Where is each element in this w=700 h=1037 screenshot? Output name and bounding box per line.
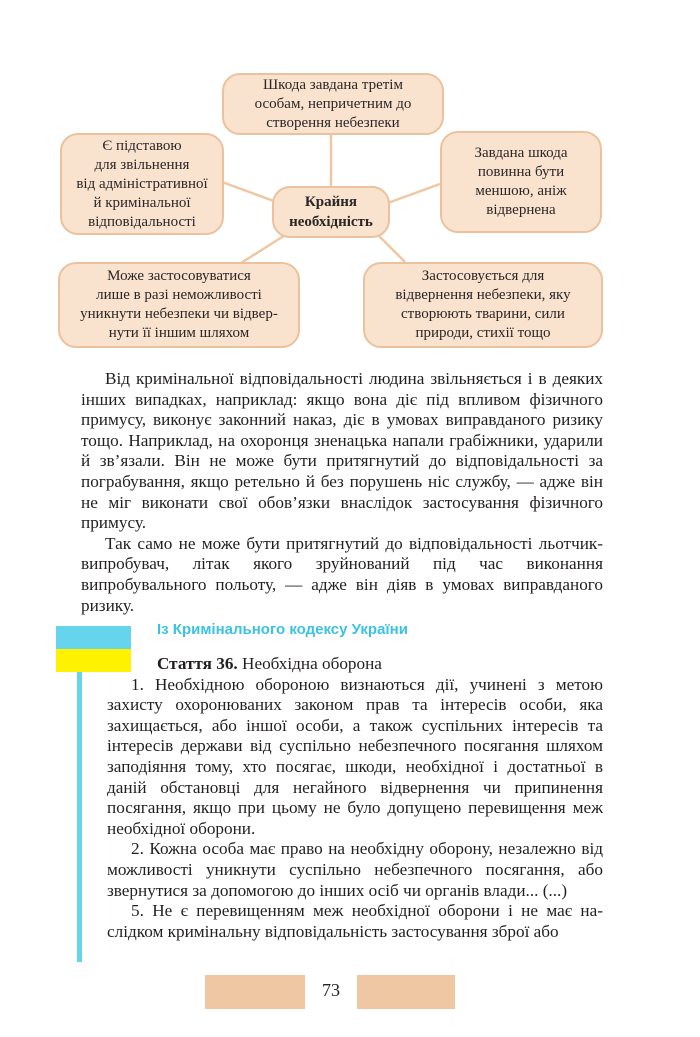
node-center: Крайня необхідність [272,186,390,238]
node-left-top: Є підставою для звільнення від адміністративної й кримінальної відповідальності [60,133,224,235]
node-top: Шкода завдана третім особам, непричетним до створення небезпеки [222,73,444,135]
paragraph: Від кримінальної відповідальності людина звільняється і в деяких інших випадках, наприклад: якщо вона діє під впливом фізичного примусу, виконує законний наказ, діє в умовах виправданого ризику тощо. Наприклад, на охоронця зненацька напали грабіжники, ударили й зв’язали. Він не може бути притягнутий до відповідальності за пограбування, якщо ретельно й без порушень ніс службу, — адже він не міг виконати свої обов’язки внаслідок застосування фізичного примусу. [81,369,603,533]
article-title: Необхідна оборона [242,654,382,673]
node-left-bottom: Може застосовуватися лише в разі неможливості уникнути небезпеки чи відвер- нути її іншим шляхом [58,262,300,348]
node-right-top: Завдана шкода повинна бути меншою, аніж відвернена [440,131,602,233]
footer-bar-left [205,975,305,1009]
section-title: Із Кримінального кодексу України [157,621,408,638]
connector-right-bottom [375,232,405,262]
paragraph: Так само не може бути притягнутий до відповідальності льотчик-випробувач, літак якого зруйнований під час виконання випробувального польоту, — адже він діяв в умовах виправданого ризику. [81,533,603,615]
page-number: 73 [322,980,340,1000]
section-side-bar [77,672,82,962]
law-point: 1. Необхідною обороною визнаються дії, учинені з метою захисту охоронюваних законом прав та інтересів особи, яка захищається, або іншої особи, а також суспільних інтересів та інтересів держави від суспільно небезпечного посягання шляхом заподіяння тому, хто посягає, шкоди, необхідної і достатньої в даній обстановці для негайного відвернення чи припинення посягання, якщо при цьому не було допущено перевищення меж необхідної оборони. [107,674,603,838]
concept-diagram [0,0,700,360]
law-excerpt [107,654,603,942]
flag-blue-stripe [56,626,131,649]
law-point: 2. Кожна особа має право на необхідну оборону, незалежно від можливості уникнути суспільно небезпечного посягання, або звернутися за допомогою до інших осіб чи органів влади... (...) [107,839,603,900]
article-heading [107,654,603,675]
node-right-bottom: Застосовується для відвернення небезпеки, яку створюють тварини, сили природи, стихії тощо [363,262,603,348]
connector-right-top [385,184,440,204]
article-label: Стаття 36. [157,654,238,673]
main-text [81,369,603,616]
law-point: 5. Не є перевищенням меж необхідної оборони і не має наслідком кримінальну відповідальність застосування зброї або [107,901,603,941]
footer-bar-right [357,975,455,1009]
